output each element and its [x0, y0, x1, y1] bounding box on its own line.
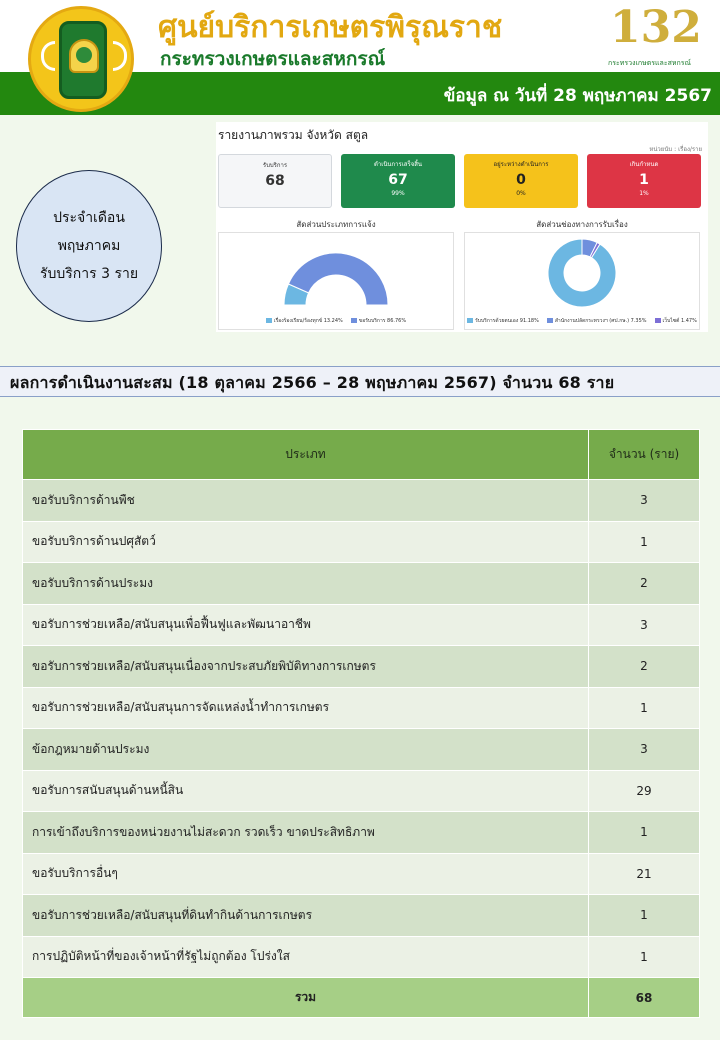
total-row	[23, 978, 700, 1018]
row-count: 3	[589, 480, 700, 522]
chart-right-title: สัดส่วนช่องทางการรับเรื่อง	[536, 220, 628, 229]
table-header-row	[23, 430, 700, 480]
card-value: 67	[388, 172, 408, 188]
legend-item: เรื่องร้องเรียน/ร้องทุกข์ 13.24%	[266, 317, 343, 325]
row-type: ข้อกฎหมายด้านประมง	[23, 729, 589, 771]
dashboard-unit: หน่วยนับ : เรื่อง/ราย	[649, 146, 702, 153]
row-count: 3	[589, 604, 700, 646]
ministry-title: กระทรวงเกษตรและสหกรณ์	[160, 48, 386, 70]
table-row	[23, 646, 700, 688]
overview-dashboard	[216, 122, 708, 332]
row-type: ขอรับการช่วยเหลือ/สนับสนุนเพื่อฟื้นฟูและพัฒนาอาชีพ	[23, 604, 589, 646]
card-value: 68	[265, 173, 285, 189]
month-service-count: รับบริการ 3 ราย	[39, 266, 139, 282]
row-count: 1	[589, 687, 700, 729]
row-type: ขอรับบริการด้านประมง	[23, 563, 589, 605]
card-label: อยู่ระหว่างดำเนินการ	[493, 161, 549, 168]
card-percent: 99%	[391, 190, 405, 197]
table-row	[23, 604, 700, 646]
chart-left-legend	[219, 317, 453, 325]
row-count: 3	[589, 729, 700, 771]
signal-wave-icon	[41, 41, 55, 71]
card-label: รับบริการ	[262, 162, 288, 169]
bell-phone-logo-icon	[28, 6, 134, 112]
channel-donut	[465, 233, 699, 315]
row-count: 21	[589, 853, 700, 895]
row-type: ขอรับบริการอื่นๆ	[23, 853, 589, 895]
table-row	[23, 687, 700, 729]
report-type-half-donut	[219, 233, 453, 315]
row-type: ขอรับการช่วยเหลือ/สนับสนุนที่ดินทำกินด้านการเกษตร	[23, 895, 589, 937]
channel-chart-panel	[464, 232, 700, 330]
emblem-icon	[76, 47, 92, 63]
card-overdue	[587, 154, 701, 208]
chart-right-legend	[465, 317, 699, 325]
header-count: จำนวน (ราย)	[589, 430, 700, 480]
row-count: 2	[589, 646, 700, 688]
row-type: ขอรับบริการด้านพืช	[23, 480, 589, 522]
row-count: 2	[589, 563, 700, 605]
legend-item: สำนักงานปลัดกระทรวงฯ (ศป.กษ.) 7.35%	[547, 317, 647, 325]
row-count: 1	[589, 812, 700, 854]
monthly-summary-circle	[16, 170, 162, 322]
row-count: 1	[589, 521, 700, 563]
row-count: 29	[589, 770, 700, 812]
row-type: ขอรับการสนับสนุนด้านหนี้สิน	[23, 770, 589, 812]
row-count: 1	[589, 936, 700, 978]
table-row	[23, 480, 700, 522]
cumulative-banner	[0, 366, 720, 397]
cumulative-result-text: ผลการดำเนินงานสะสม (18 ตุลาคม 2566 – 28 พฤษภาคม 2567) จำนวน 68 ราย	[10, 373, 615, 392]
table-row	[23, 812, 700, 854]
table-row	[23, 563, 700, 605]
table-row	[23, 936, 700, 978]
table-row	[23, 729, 700, 771]
center-title: ศูนย์บริการเกษตรพิรุณราช	[158, 10, 503, 45]
month-label: ประจำเดือน	[53, 210, 125, 226]
legend-item: รับบริการด้วยตนเอง 91.18%	[467, 317, 539, 325]
anniversary-logo	[606, 2, 702, 70]
row-type: ขอรับบริการด้านปศุสัตว์	[23, 521, 589, 563]
service-type-table	[22, 429, 700, 1018]
anniversary-caption: กระทรวงเกษตรและสหกรณ์	[608, 59, 691, 67]
header-type: ประเภท	[23, 430, 589, 480]
legend-item: ขอรับบริการ 86.76%	[351, 317, 406, 325]
card-percent: 0%	[516, 190, 526, 197]
signal-wave-icon	[113, 41, 127, 71]
card-value: 1	[639, 172, 649, 188]
report-type-chart-panel	[218, 232, 454, 330]
card-completed	[341, 154, 455, 208]
anniversary-number: 132	[610, 2, 702, 53]
table-row	[23, 895, 700, 937]
card-in-progress	[464, 154, 578, 208]
total-label: รวม	[23, 978, 589, 1018]
row-type: การเข้าถึงบริการของหน่วยงานไม่สะดวก รวดเร็ว ขาดประสิทธิภาพ	[23, 812, 589, 854]
data-date: ข้อมูล ณ วันที่ 28 พฤษภาคม 2567	[443, 86, 712, 106]
row-type: การปฏิบัติหน้าที่ของเจ้าหน้าที่รัฐไม่ถูกต้อง โปร่งใส	[23, 936, 589, 978]
table-row	[23, 521, 700, 563]
legend-item: เว็บไซต์ 1.47%	[655, 317, 697, 325]
card-received	[218, 154, 332, 208]
table-row	[23, 770, 700, 812]
row-count: 1	[589, 895, 700, 937]
table-row	[23, 853, 700, 895]
row-type: ขอรับการช่วยเหลือ/สนับสนุนเนื่องจากประสบภัยพิบัติทางการเกษตร	[23, 646, 589, 688]
card-label: ดำเนินการเสร็จสิ้น	[374, 161, 422, 168]
row-type: ขอรับการช่วยเหลือ/สนับสนุนการจัดแหล่งน้ำทำการเกษตร	[23, 687, 589, 729]
month-name: พฤษภาคม	[57, 238, 121, 254]
dashboard-title: รายงานภาพรวม จังหวัด สตูล	[218, 128, 369, 142]
chart-left-title: สัดส่วนประเภทการแจ้ง	[296, 220, 376, 229]
total-value: 68	[589, 978, 700, 1018]
card-value: 0	[516, 172, 526, 188]
card-label: เกินกำหนด	[629, 161, 659, 168]
card-percent: 1%	[639, 190, 649, 197]
